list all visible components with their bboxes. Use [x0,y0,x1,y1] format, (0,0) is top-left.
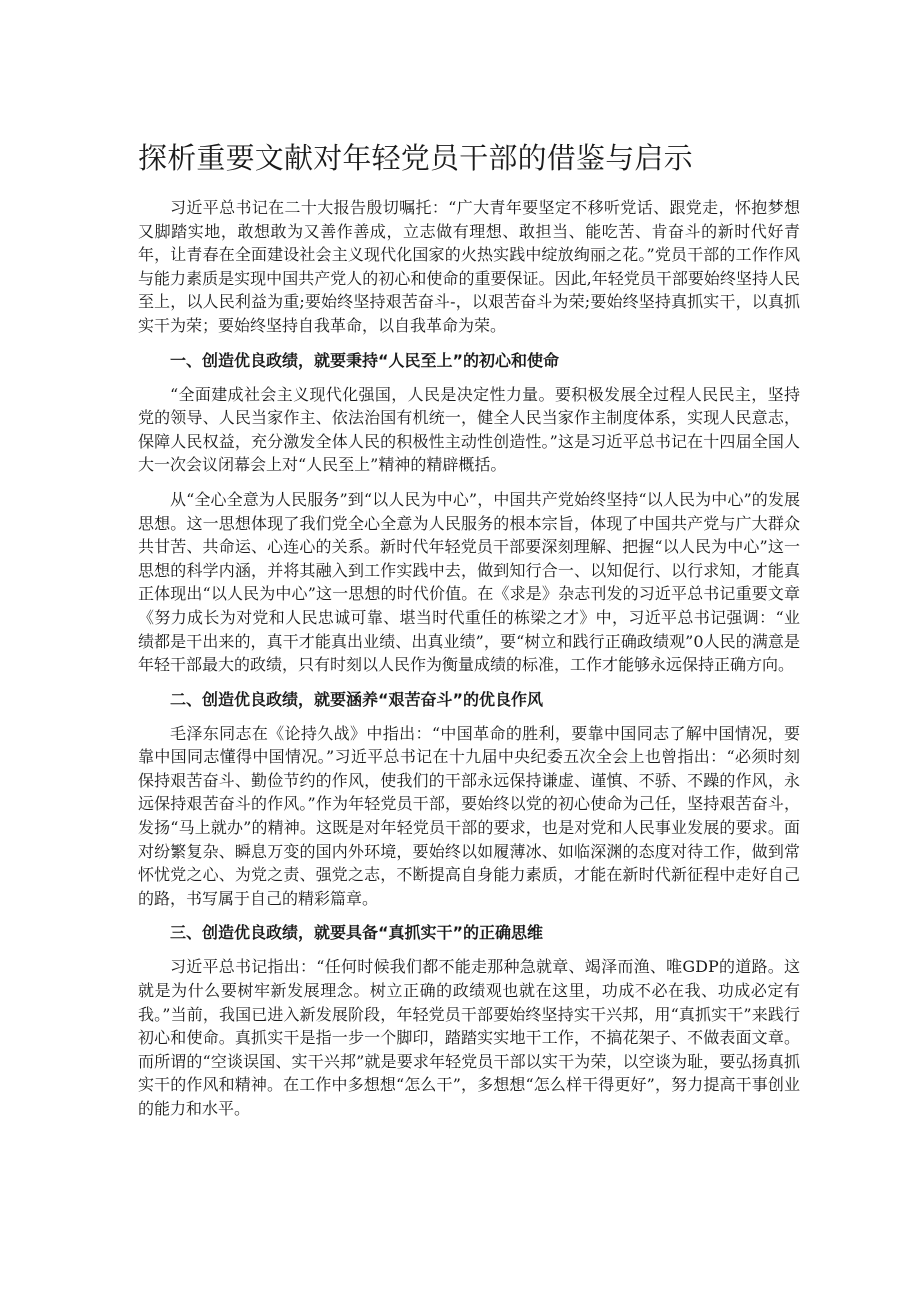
section-2-heading: 二、创造优良政绩，就要涵养“艰苦奋斗”的优良作风 [170,689,544,709]
section-1-paragraph-1: “全面建成社会主义现代化强国，人民是决定性力量。要积极发展全过程人民民主，坚持党的领导、人民当家作主、依法治国有机统一，健全人民当家作主制度体系，实现人民意志，保障人民权益，充分激发全体人民的积极性主动性创造性。”这是习近平总书记在十四届全国人大一次会议闭幕会上对“人民至上”精神的精辟概括。 [138,384,800,475]
section-2-paragraph-1: 毛泽东同志在《论持久战》中指出：“中国革命的胜利，要靠中国同志了解中国情况，要靠中国同志懂得中国情况。”习近平总书记在十九届中央纪委五次全会上也曾指出：“必须时刻保持艰苦奋斗、勤俭节约的作风，使我们的干部永远保持谦虚、谨慎、不骄、不躁的作风，永远保持艰苦奋斗的作风。”作为年轻党员干部，要始终以党的初心使命为己任，坚持艰苦奋斗，发扬“马上就办”的精神。这既是对年轻党员干部的要求，也是对党和人民事业发展的要求。面对纷繁复杂、瞬息万变的国内外环境，要始终以如履薄冰、如临深渊的态度对待工作，做到常怀忧党之心、为党之责、强党之志，不断提高自身能力素质，才能在新时代新征程中走好自己的路，书写属于自己的精彩篇章。 [138,723,800,908]
intro-paragraph: 习近平总书记在二十大报告殷切嘱托：“广大青年要坚定不移听党话、跟党走，怀抱梦想又脚踏实地，敢想敢为又善作善成，立志做有理想、敢担当、能吃苦、肯奋斗的新时代好青年，让青春在全面建设社会主义现代化国家的火热实践中绽放绚丽之花。”党员干部的工作作风与能力素质是实现中国共产党人的初心和使命的重要保证。因此,年轻党员干部要始终坚持人民至上，以人民利益为重;要始终坚持艰苦奋斗-，以艰苦奋斗为荣;要始终坚持真抓实干，以真抓实干为荣；要始终坚持自我革命，以自我革命为荣。 [138,198,800,335]
section-3-heading: 三、创造优良政绩，就要具备“真抓实干”的正确思维 [170,923,544,943]
section-1-paragraph-2: 从“全心全意为人民服务”到“以人民为中心”，中国共产党始终坚持“以人民为中心”的发展思想。这一思想体现了我们党全心全意为人民服务的根本宗旨，体现了中国共产党与广大群众共甘苦、共命运、心连心的关系。新时代年轻党员干部要深刻理解、把握“以人民为中心”这一思想的科学内涵，并将其融入到工作实践中去，做到知行合一、以知促行、以行求知，才能真正体现出“以人民为中心”这一思想的时代价值。在《求是》杂志刊发的习近平总书记重要文章《努力成长为对党和人民忠诚可靠、堪当时代重任的栋梁之才》中，习近平总书记强调：“业绩都是干出来的，真干才能真出业绩、出真业绩”，要“树立和践行正确政绩观”0人民的满意是年轻干部最大的政绩，只有时刻以人民作为衡量成绩的标准，工作才能够永远保持正确方向。 [138,489,800,675]
section-1-heading: 一、创造优良政绩，就要秉持“人民至上”的初心和使命 [170,350,560,370]
document-page [138,138,800,1132]
section-3-paragraph-1: 习近平总书记指出：“任何时候我们都不能走那种急就章、竭泽而渔、唯GDP的道路。这就是为什么要树牢新发展理念。树立正确的政绩观也就在这里，功成不必在我、功成必定有我。”当前，我国已进入新发展阶段，年轻党员干部要始终坚持实干兴邦，用“真抓实干”来践行初心和使命。真抓实干是指一步一个脚印，踏踏实实地干工作，不搞花架子、不做表面文章。而所谓的“空谈误国、实干兴邦”就是要求年轻党员干部以实干为荣，以空谈为耻，要弘扬真抓实干的作风和精神。在工作中多想想“怎么干”，多想想“怎么样干得更好”，努力提高干事创业的能力和水平。 [138,957,800,1118]
document-title: 探析重要文献对年轻党员干部的借鉴与启示 [138,141,693,175]
